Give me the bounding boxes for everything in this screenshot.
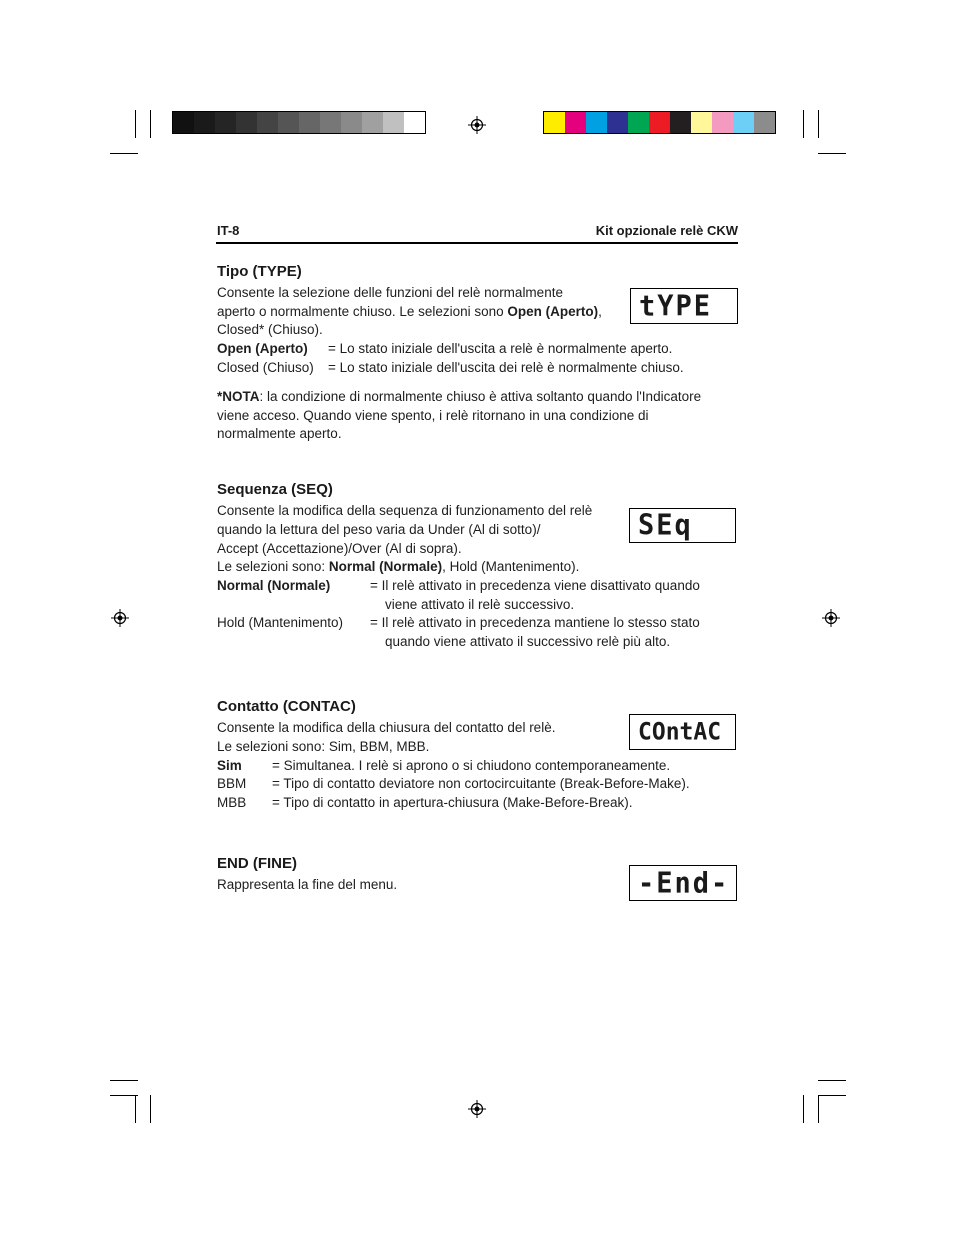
crop-mark: [818, 1080, 846, 1081]
color-swatch: [670, 112, 691, 133]
crop-mark: [110, 1080, 138, 1081]
crop-mark: [818, 1095, 819, 1123]
color-swatch: [628, 112, 649, 133]
crop-mark: [818, 1095, 846, 1096]
crop-mark: [110, 1095, 138, 1096]
contac-option-text: = Simultanea. I relè si aprono o si chiudono contemporaneamente.: [272, 758, 671, 773]
type-text-line: aperto o normalmente chiuso. Le selezioni sono Open (Aperto),: [217, 304, 602, 319]
crop-mark: [818, 110, 819, 138]
section-title-end: END (FINE): [217, 855, 297, 872]
crop-mark: [135, 1095, 136, 1123]
seq-option-text: viene attivato il relè successivo.: [385, 597, 575, 612]
grayscale-bar: [172, 111, 426, 134]
type-option-text: = Lo stato iniziale dell'uscita a relè è normalmente aperto.: [328, 341, 673, 356]
color-swatch: [733, 112, 754, 133]
registration-target-icon: [111, 609, 129, 627]
color-swatch: [341, 112, 362, 133]
lcd-display-seq: SEq: [629, 508, 736, 543]
color-swatch: [712, 112, 733, 133]
color-swatch: [278, 112, 299, 133]
color-swatch: [362, 112, 383, 133]
crop-mark: [110, 153, 138, 154]
section-title-seq: Sequenza (SEQ): [217, 481, 333, 498]
color-swatch: [236, 112, 257, 133]
crop-mark: [803, 1095, 804, 1123]
document-title: Kit opzionale relè CKW: [595, 223, 738, 238]
section-title-contac: Contatto (CONTAC): [217, 698, 356, 715]
crop-mark: [150, 1095, 151, 1123]
contac-option-text: = Tipo di contatto in apertura-chiusura (Make-Before-Break).: [272, 795, 633, 810]
color-swatch: [691, 112, 712, 133]
lcd-display-type: tYPE: [630, 288, 738, 324]
type-option-label: Open (Aperto): [217, 341, 308, 356]
seq-text-line: quando la lettura del peso varia da Under (Al di sotto)/: [217, 522, 541, 537]
color-swatch: [565, 112, 586, 133]
type-option-label: Closed (Chiuso): [217, 360, 314, 375]
color-swatch: [544, 112, 565, 133]
seq-text-line: Consente la modifica della sequenza di funzionamento del relè: [217, 503, 593, 518]
color-swatch: [257, 112, 278, 133]
color-swatch: [299, 112, 320, 133]
lcd-display-contac: COntAC: [629, 714, 736, 750]
section-title-type: Tipo (TYPE): [217, 263, 302, 280]
seq-text-line: Le selezioni sono: Normal (Normale), Hold (Mantenimento).: [217, 559, 580, 574]
contac-text-line: Le selezioni sono: Sim, BBM, MBB.: [217, 739, 430, 754]
seq-option-text: = Il relè attivato in precedenza viene disattivato quando: [370, 578, 700, 593]
color-swatch: [320, 112, 341, 133]
color-bar: [543, 111, 776, 134]
seq-option-label: Normal (Normale): [217, 578, 331, 593]
contac-text-line: Consente la modifica della chiusura del contatto del relè.: [217, 720, 556, 735]
color-swatch: [649, 112, 670, 133]
crop-mark: [803, 110, 804, 138]
type-text-line: Consente la selezione delle funzioni del relè normalmente: [217, 285, 563, 300]
crop-mark: [818, 153, 846, 154]
color-swatch: [173, 112, 194, 133]
color-swatch: [754, 112, 775, 133]
color-swatch: [194, 112, 215, 133]
type-text-line: Closed* (Chiuso).: [217, 322, 323, 337]
seq-text-line: Accept (Accettazione)/Over (Al di sopra).: [217, 541, 462, 556]
color-swatch: [607, 112, 628, 133]
registration-target-icon: [468, 1100, 486, 1118]
seq-option-text: = Il relè attivato in precedenza mantiene lo stesso stato: [370, 615, 700, 630]
header-rule: [216, 242, 738, 244]
end-text-line: Rappresenta la fine del menu.: [217, 877, 398, 892]
color-swatch: [215, 112, 236, 133]
type-option-text: = Lo stato iniziale dell'uscita dei relè è normalmente chiuso.: [328, 360, 684, 375]
contac-option-label: BBM: [217, 776, 247, 791]
type-note: normalmente aperto.: [217, 426, 342, 441]
type-note: *NOTA: la condizione di normalmente chiuso è attiva soltanto quando l'Indicatore: [217, 389, 702, 404]
seq-option-text: quando viene attivato il successivo relè più alto.: [385, 634, 671, 649]
contac-option-text: = Tipo di contatto deviatore non cortocircuitante (Break-Before-Make).: [272, 776, 690, 791]
color-swatch: [404, 112, 425, 133]
registration-target-icon: [822, 609, 840, 627]
lcd-display-end: -End-: [629, 865, 737, 901]
seq-option-label: Hold (Mantenimento): [217, 615, 344, 630]
contac-option-label: MBB: [217, 795, 247, 810]
crop-mark: [135, 110, 136, 138]
type-note: viene acceso. Quando viene spento, i relè ritornano in una condizione di: [217, 408, 649, 423]
color-swatch: [586, 112, 607, 133]
registration-target-icon: [468, 116, 486, 134]
color-swatch: [383, 112, 404, 133]
contac-option-label: Sim: [217, 758, 242, 773]
crop-mark: [150, 110, 151, 138]
page-number: IT-8: [217, 223, 240, 238]
